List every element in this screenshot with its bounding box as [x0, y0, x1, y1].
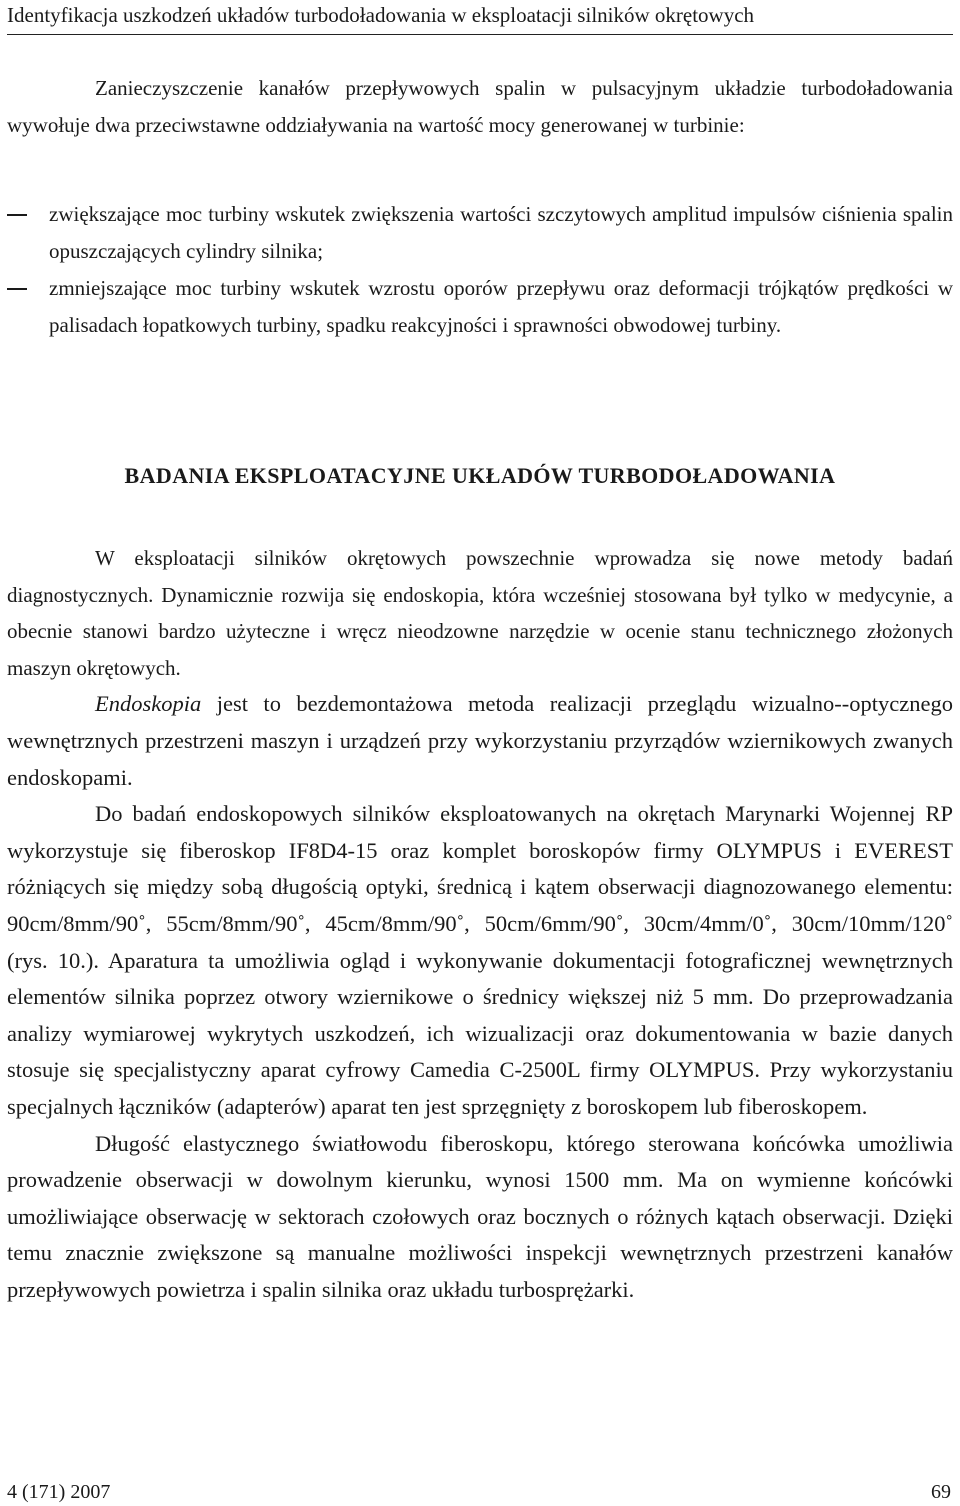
body-paragraph: W eksploatacji silników okrętowych powszechnie wprowadza się nowe metody badań diagnostycznych. Dynamicznie rozwija się endoskopia, która wcześniej stosowana był tylko w medycynie, a obecnie stanowi bardzo użyteczne i wręcz nieodzowne narzędzie w ocenie stanu technicznego złożonych maszyn okrętowych. — [7, 546, 953, 680]
bullet-item — [7, 270, 953, 344]
body-paragraph: Do badań endoskopowych silników eksploatowanych na okrętach Marynarki Wojennej RP wykorzystuje się fiberoskop IF8D4-15 oraz komplet boroskopów firmy OLYMPUS i EVEREST różniących się między sobą długością optyki, średnicą i kątem obserwacji diagnozowanego elementu: 90cm/8mm/90˚, 55cm/8mm/90˚, 45cm/8mm/90˚, 50cm/6mm/90˚, 30cm/4mm/0˚, 30cm/10mm/120˚ (rys. 10.). Aparatura ta umożliwia ogląd i wykonywanie dokumentacji fotograficznej wewnętrznych elementów silnika poprzez otwory wziernikowe o średnicy większej niż 5 mm. Do przeprowadzania analizy wymiarowej wykrytych uszkodzeń, ich wizualizacji oraz dokumentowania w bazie danych stosuje się specjalistyczny aparat cyfrowy Camedia C-2500L firmy OLYMPUS. Przy wykorzystaniu specjalnych łączników (adapterów) aparat ten jest sprzęgnięty z boroskopem lub fiberoskopem. — [7, 801, 953, 1119]
bullet-item — [7, 196, 953, 270]
body-paragraph: Długość elastycznego światłowodu fiberoskopu, którego sterowana końcówka umożliwia prowadzenie obserwacji w dowolnym kierunku, wynosi 1500 mm. Ma on wymienne końcówki umożliwiające obserwację w sektorach czołowych oraz bocznych o różnych kątach obserwacji. Dzięki temu znacznie zwiększone są manualne możliwości inspekcji wewnętrznych przestrzeni kanałów przepływowych powietrza i spalin silnika oraz układu turbosprężarki. — [7, 1130, 953, 1302]
intro-section — [7, 70, 953, 144]
section-body — [7, 540, 953, 1308]
bullet-text: zwiększające moc turbiny wskutek zwiększenia wartości szczytowych amplitud impulsów ciśnienia spalin opuszczających cylindry silnika; — [49, 202, 953, 263]
bullet-text: zmniejszające moc turbiny wskutek wzrostu oporów przepływu oraz deformacji trójkątów prędkości w palisadach łopatkowych turbiny, spadku reakcyjności i sprawności obwodowej turbiny. — [49, 276, 953, 337]
bullet-list — [7, 196, 953, 344]
running-header — [7, 0, 953, 35]
issue-number: 4 (171) 2007 — [7, 1481, 111, 1503]
page-number: 69 — [931, 1481, 951, 1503]
body-paragraph — [7, 686, 953, 796]
definition-text: jest to bezdemontażowa metoda realizacji przeglądu wizualno--optycznego wewnętrznych przestrzeni maszyn i urządzeń przy wykorzystaniu przyrządów wziernikowych zwanych endoskopami. — [7, 691, 953, 790]
defined-term: Endoskopia — [95, 691, 202, 717]
intro-paragraph: Zanieczyszczenie kanałów przepływowych spalin w pulsacyjnym układzie turbodoładowania wywołuje dwa przeciwstawne oddziaływania na wartość mocy generowanej w turbinie: — [7, 76, 953, 137]
running-title: Identyfikacja uszkodzeń układów turbodoładowania w eksploatacji silników okrętowych — [7, 3, 755, 27]
section-heading: BADANIA EKSPLOATACYJNE UKŁADÓW TURBODOŁADOWANIA — [124, 463, 836, 488]
